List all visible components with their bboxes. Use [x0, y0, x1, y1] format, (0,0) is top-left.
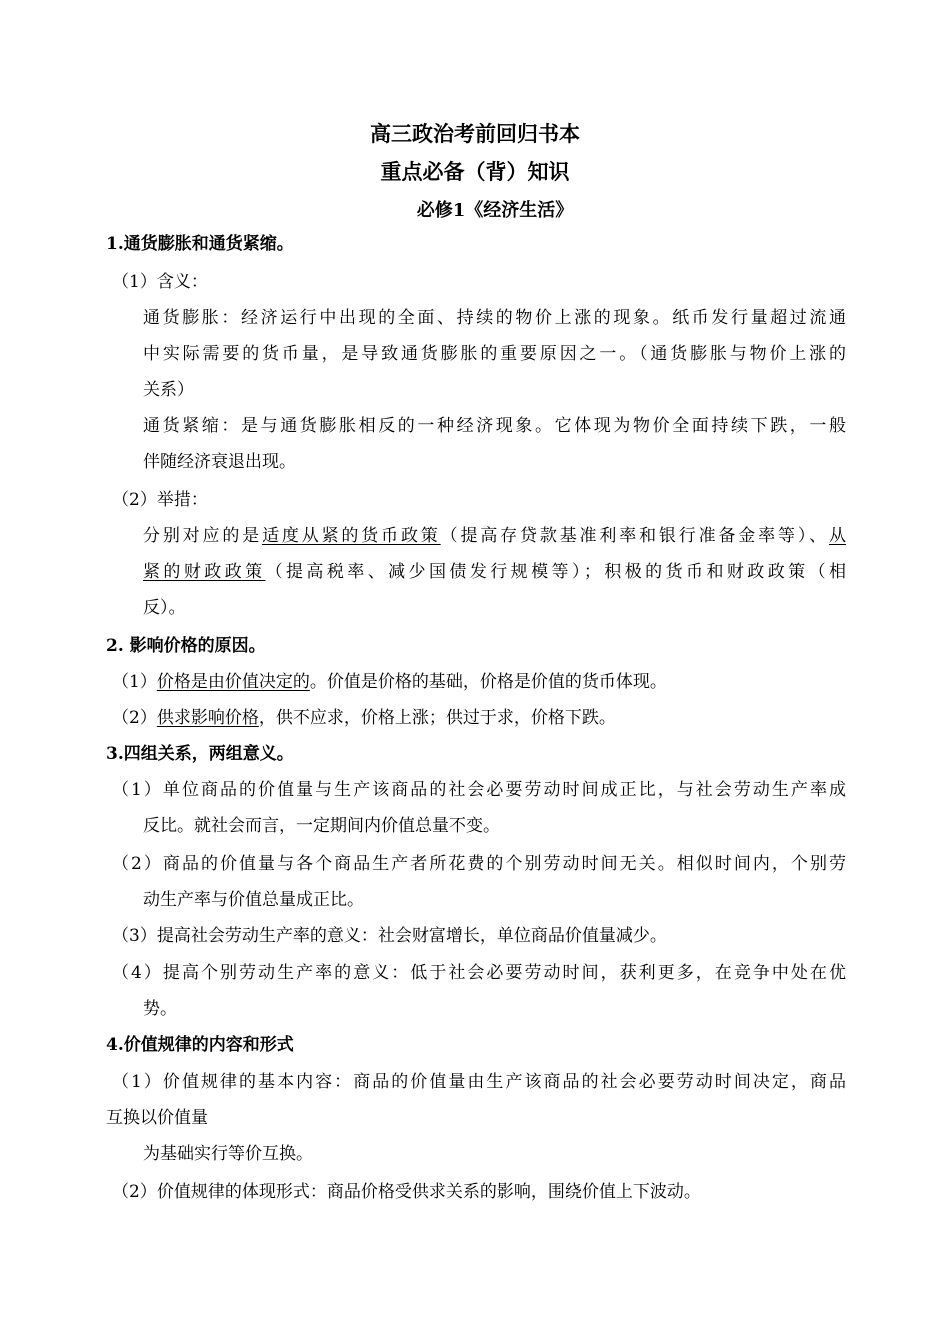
s1-p2-underline-fiscal-b: 紧的财政政策	[143, 562, 266, 582]
section-1-heading: 1.通货膨胀和通货紧缩。	[106, 234, 294, 254]
s1-p1-label: （1）含义：	[112, 272, 208, 292]
s2-item-2-rest: ，供不应求，价格上涨；供过于求，价格下跌。	[258, 708, 616, 728]
s3-item-3: （3）提高社会劳动生产率的意义：社会财富增长，单位商品价值量减少。	[112, 926, 667, 946]
s4-item-1-line3: 为基础实行等价互换。	[143, 1144, 313, 1164]
s1-p2-line3: 反）。	[143, 598, 186, 618]
s2-item-1	[112, 670, 852, 694]
s1-p2-line2	[143, 560, 846, 584]
s1-p1-line5: 伴随经济衰退出现。	[143, 452, 296, 472]
s1-p2-underline-fiscal-a: 从	[829, 526, 847, 546]
s2-item-2-num: （2）	[112, 708, 157, 728]
s4-item-1-line1: （1）价值规律的基本内容：商品的价值量由生产该商品的社会必要劳动时间决定，商品	[112, 1072, 846, 1092]
section-4-heading: 4.价值规律的内容和形式	[106, 1035, 294, 1055]
document-subtitle: 重点必备（背）知识	[380, 159, 570, 184]
document-title: 高三政治考前回归书本	[370, 121, 580, 146]
s1-p1-line2: 中实际需要的货币量，是导致通货膨胀的重要原因之一。（通货膨胀与物价上涨的	[143, 344, 846, 364]
s1-p2-text-c: （提高税率、减少国债发行规模等）；积极的货币和财政政策（相	[265, 562, 847, 582]
s2-item-1-underline: 价格是由价值决定的	[156, 672, 310, 692]
s2-item-2-underline: 供求影响价格	[156, 708, 259, 728]
s3-item-4-line1: （4）提高个别劳动生产率的意义：低于社会必要劳动时间，获利更多，在竞争中处在优	[112, 963, 846, 983]
s1-p2-underline-monetary: 适度从紧的货币政策	[262, 526, 441, 546]
s1-p1-line3: 关系）	[143, 380, 194, 400]
s2-item-1-num: （1）	[112, 672, 157, 692]
s1-p2-line1	[143, 524, 846, 548]
s1-p1-line1: 通货膨胀：经济运行中出现的全面、持续的物价上涨的现象。纸币发行量超过流通	[143, 308, 846, 328]
s1-p2-label: （2）举措：	[112, 490, 208, 510]
section-2-heading: 2. 影响价格的原因。	[106, 636, 266, 656]
s3-item-2-line1: （2）商品的价值量与各个商品生产者所花费的个别劳动时间无关。相似时间内，个别劳	[112, 854, 846, 874]
s1-p2-text-b: （提高存贷款基准利率和银行准备金率等）、	[440, 526, 830, 546]
s1-p1-line4: 通货紧缩：是与通货膨胀相反的一种经济现象。它体现为物价全面持续下跌，一般	[143, 416, 846, 436]
s3-item-1-line1: （1）单位商品的价值量与生产该商品的社会必要劳动时间成正比，与社会劳动生产率成	[112, 780, 846, 800]
s3-item-1-line2: 反比。就社会而言，一定期间内价值总量不变。	[143, 816, 500, 836]
s3-item-4-line2: 势。	[143, 999, 177, 1019]
s1-p2-text-a: 分别对应的是	[143, 526, 263, 546]
s2-item-2	[112, 706, 852, 730]
module-title: 必修1《经济生活》	[416, 200, 574, 221]
s2-item-1-rest: 。价值是价格的基础，价格是价值的货币体现。	[309, 672, 667, 692]
s4-item-1-line2: 互换以价值量	[106, 1108, 208, 1128]
s4-item-2: （2）价值规律的体现形式：商品价格受供求关系的影响，围绕价值上下波动。	[112, 1182, 701, 1202]
s3-item-2-line2: 动生产率与价值总量成正比。	[143, 890, 364, 910]
section-3-heading: 3.四组关系，两组意义。	[106, 744, 294, 764]
